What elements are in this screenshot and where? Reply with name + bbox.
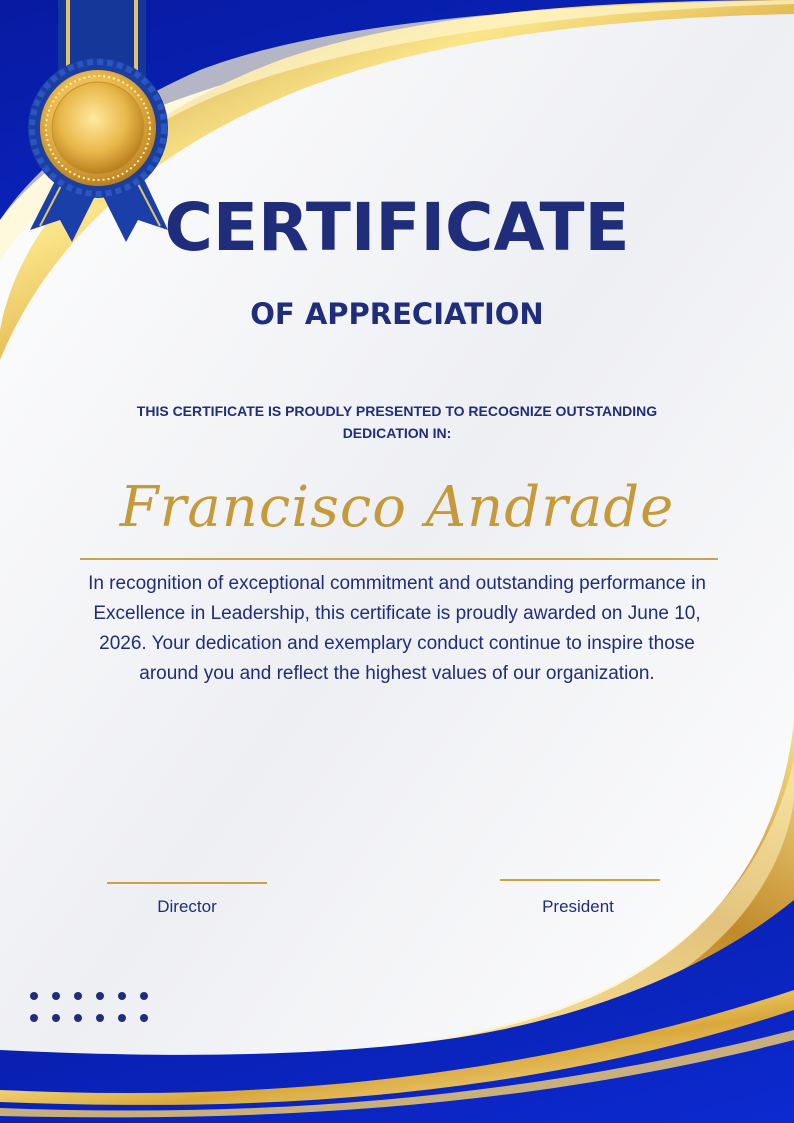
- president-label: President: [542, 897, 614, 916]
- presented-text: THIS CERTIFICATE IS PROUDLY PRESENTED TO RECOGNIZE OUTSTANDING DEDICATION IN:: [136, 403, 658, 441]
- president-signature-line: [500, 879, 660, 881]
- certificate-title: CERTIFICATE: [164, 189, 630, 266]
- certificate-body: In recognition of exceptional commitment and outstanding performance in Excellence in Leadership, this certificate is proudly awarded on June 10, 2026. Your dedication and exemplary conduct continue to inspire those around you and reflect the highest values of our organization.: [88, 573, 706, 684]
- recipient-name: Francisco Andrade: [119, 475, 675, 540]
- certificate-subtitle: OF APPRECIATION: [250, 297, 544, 331]
- name-underline: [80, 558, 718, 560]
- director-label: Director: [157, 897, 217, 916]
- director-signature-line: [107, 882, 267, 884]
